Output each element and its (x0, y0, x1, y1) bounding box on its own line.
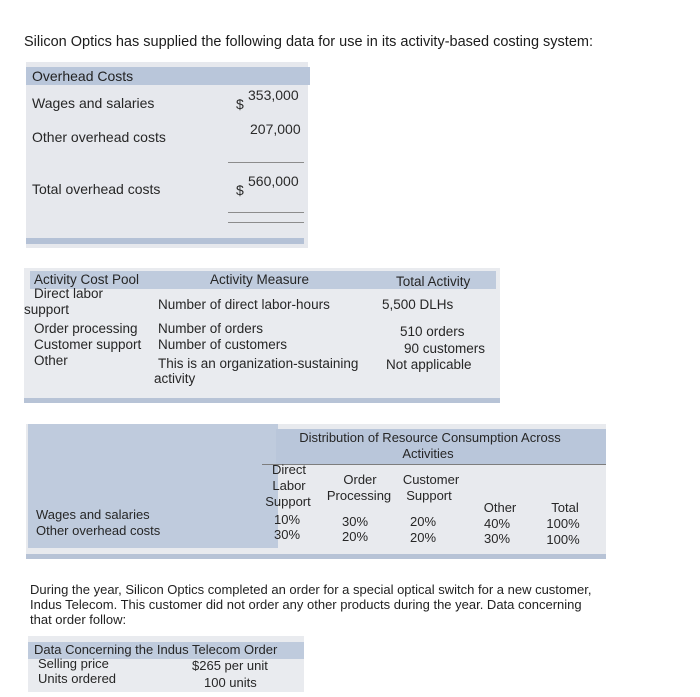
activity-header-total: Total Activity (396, 274, 471, 289)
col-header-customer-support: Customer (402, 472, 460, 487)
distribution-title: Distribution of Resource Consumption Across (299, 430, 561, 445)
order-description: During the year, Silicon Optics completed an order for a special optical switch for a new customer, Indus Telecom. This customer did not order any other products during the year. Data concerning that order follow: (30, 582, 592, 627)
overhead-header-label: Overhead Costs (32, 68, 134, 84)
activity-table-footer (24, 398, 500, 403)
overhead-amount: 207,000 (250, 121, 301, 137)
distribution-cell: 20% (409, 514, 437, 529)
order-table-title: Data Concerning the Indus Telecom Order (34, 642, 278, 657)
activity-total: 5,500 DLHs (382, 297, 454, 312)
activity-measure: This is an organization-sustaining (158, 356, 359, 371)
total-rule-1 (228, 212, 304, 213)
distribution-title: Activities (402, 446, 454, 461)
activity-pool: Direct labor (34, 286, 104, 301)
col-header-customer-support: Support (406, 488, 452, 503)
col-header-order-processing: Order (343, 472, 377, 487)
overhead-total-label: Total overhead costs (32, 181, 161, 197)
distribution-cell: 30% (273, 527, 301, 542)
activity-header-pool: Activity Cost Pool (34, 272, 140, 287)
activity-pool: Order processing (34, 321, 138, 336)
distribution-cell: 20% (409, 530, 437, 545)
distribution-row-label: Wages and salaries (36, 507, 150, 522)
distribution-cell: 100% (546, 532, 580, 547)
activity-measure: Number of orders (158, 321, 264, 336)
col-header-total: Total (551, 500, 579, 515)
col-header-other: Other (483, 500, 517, 515)
activity-pool: Customer support (34, 337, 142, 352)
activity-measure: activity (154, 371, 196, 386)
activity-header-measure: Activity Measure (210, 272, 310, 287)
total-rule-2 (228, 222, 304, 223)
distribution-cell: 20% (341, 529, 369, 544)
activity-pool: Other (34, 353, 68, 368)
distribution-table-footer (26, 554, 606, 559)
activity-total: Not applicable (386, 357, 472, 372)
col-header-direct-labor: Direct (272, 462, 306, 477)
col-header-order-processing: Processing (326, 488, 392, 503)
distribution-cell: 40% (483, 516, 511, 531)
overhead-row-label: Wages and salaries (32, 95, 155, 111)
intro-text: Silicon Optics has supplied the following data for use in its activity-based costing system: (24, 34, 593, 50)
distribution-row-label: Other overhead costs (36, 523, 161, 538)
col-header-direct-labor: Labor (272, 478, 306, 493)
col-header-direct-labor: Support (265, 494, 311, 509)
distribution-cell: 100% (546, 516, 580, 531)
currency-symbol: $ (236, 182, 244, 198)
order-row-label: Selling price (38, 656, 109, 671)
overhead-total-amount: 560,000 (248, 173, 299, 189)
activity-total: 510 orders (400, 324, 465, 339)
distribution-cell: 30% (483, 531, 511, 546)
activity-pool: support (24, 302, 70, 317)
subtotal-rule (228, 162, 304, 163)
distribution-cell: 10% (273, 512, 301, 527)
order-row-value: $265 per unit (192, 658, 268, 673)
activity-total: 90 customers (404, 341, 486, 356)
distribution-cell: 30% (341, 514, 369, 529)
activity-measure: Number of customers (158, 337, 288, 352)
overhead-row-label: Other overhead costs (32, 129, 166, 145)
overhead-amount: 353,000 (248, 87, 299, 103)
order-row-label: Units ordered (38, 671, 117, 686)
currency-symbol: $ (236, 96, 244, 112)
activity-measure: Number of direct labor-hours (158, 297, 330, 312)
order-row-value: 100 units (204, 675, 257, 690)
overhead-table-footer (26, 238, 304, 244)
